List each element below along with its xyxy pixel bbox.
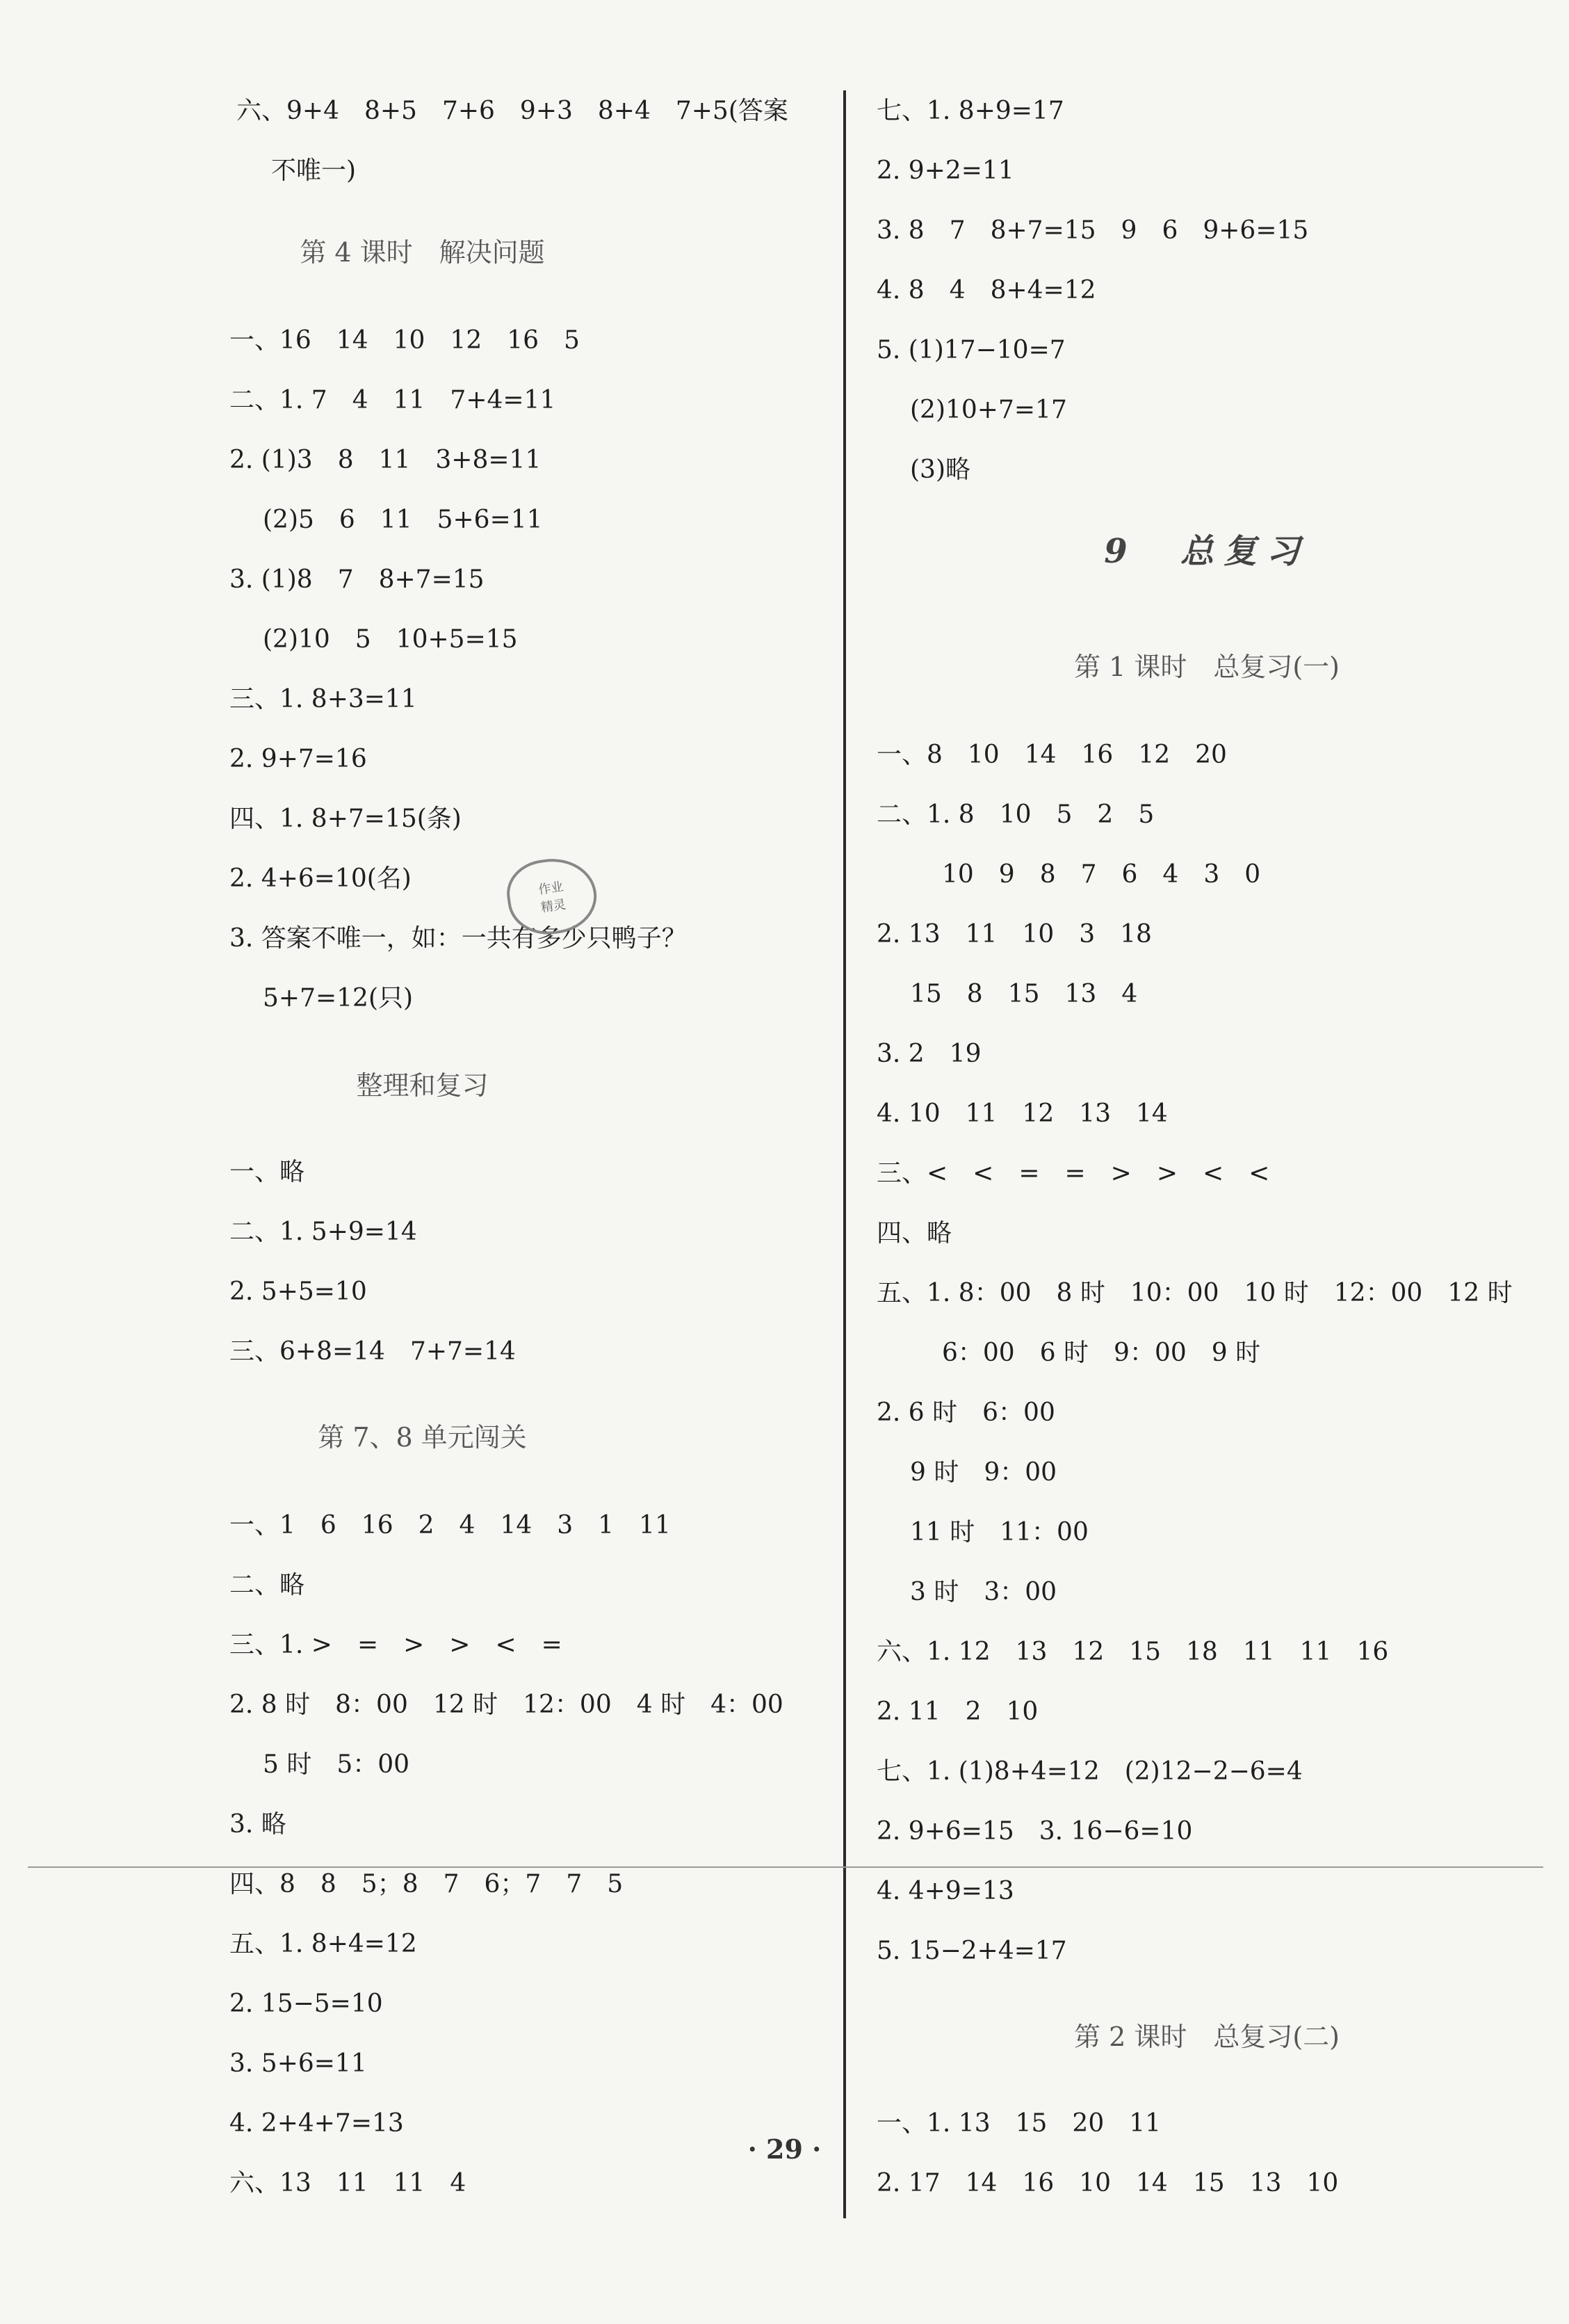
answer-line: 2. 17 14 16 10 14 15 13 10 xyxy=(877,2169,1339,2197)
answer-line: 四、8 8 5；8 7 6；7 7 5 xyxy=(229,1870,624,1898)
answer-line: 2. (1)3 8 11 3+8=11 xyxy=(229,446,542,474)
answer-line: 15 8 15 13 4 xyxy=(910,980,1138,1008)
answer-line: 2. 9+7=16 xyxy=(229,745,367,773)
answer-line: 4. 2+4+7=13 xyxy=(229,2109,404,2138)
answer-line: 5. (1)17−10=7 xyxy=(877,336,1066,364)
unit-title: 9 总复习 xyxy=(1104,532,1310,571)
section-heading: 整理和复习 xyxy=(356,1070,489,1101)
answer-line: 3. 5+6=11 xyxy=(229,2049,367,2078)
answer-line: (2)10+7=17 xyxy=(910,396,1067,424)
answer-line: 5+7=12(只) xyxy=(263,984,414,1012)
answer-line: 五、1. 8+4=12 xyxy=(229,1930,417,1958)
answer-line: (2)5 6 11 5+6=11 xyxy=(263,506,543,534)
answer-line: (2)10 5 10+5=15 xyxy=(263,625,518,654)
answer-line: 4. 4+9=13 xyxy=(877,1877,1014,1905)
answer-line: 6：00 6 时 9：00 9 时 xyxy=(942,1339,1261,1367)
column-divider xyxy=(843,90,846,2218)
answer-line: 一、16 14 10 12 16 5 xyxy=(229,326,580,355)
stamp-line-1: 作业 xyxy=(537,879,564,898)
answer-line: 三、1. > = > > < = xyxy=(229,1631,562,1659)
answer-line: 3 时 3：00 xyxy=(910,1578,1057,1606)
answer-line: 不唯一) xyxy=(271,156,357,185)
answer-line: 2. 4+6=10(名) xyxy=(229,864,412,893)
answer-line: 四、1. 8+7=15(条) xyxy=(229,805,462,833)
answer-line: 五、1. 8：00 8 时 10：00 10 时 12：00 12 时 xyxy=(877,1279,1513,1307)
answer-line: 3. 答案不唯一，如：一共有多少只鸭子？ xyxy=(229,924,687,953)
answer-line: 六、9+4 8+5 7+6 9+3 8+4 7+5(答案 xyxy=(236,97,788,125)
section-heading: 第 7、8 单元闯关 xyxy=(318,1422,527,1453)
answer-line: 一、1 6 16 2 4 14 3 1 11 xyxy=(229,1511,671,1540)
answer-line: 2. 15−5=10 xyxy=(229,1990,383,2018)
answer-line: 2. 9+2=11 xyxy=(877,156,1014,185)
page-number: · 29 · xyxy=(747,2133,822,2165)
answer-line: 2. 13 11 10 3 18 xyxy=(877,920,1152,949)
answer-line: 一、8 10 14 16 12 20 xyxy=(877,741,1227,769)
answer-line: 二、略 xyxy=(229,1571,305,1599)
answer-line: 3. (1)8 7 8+7=15 xyxy=(229,565,485,594)
answer-line: 2. 6 时 6：00 xyxy=(877,1398,1055,1427)
section-heading: 第 1 课时 总复习(一) xyxy=(1074,652,1340,682)
answer-line: 2. 8 时 8：00 12 时 12：00 4 时 4：00 xyxy=(229,1690,783,1719)
answer-line: 2. 5+5=10 xyxy=(229,1277,367,1306)
answer-line: 六、13 11 11 4 xyxy=(229,2169,466,2197)
answer-line: 一、1. 13 15 20 11 xyxy=(877,2109,1162,2138)
answer-line: 3. 8 7 8+7=15 9 6 9+6=15 xyxy=(877,216,1309,245)
answer-line: 10 9 8 7 6 4 3 0 xyxy=(942,860,1261,889)
scan-fold-line xyxy=(28,1866,1543,1868)
answer-line: 二、1. 5+9=14 xyxy=(229,1218,417,1246)
answer-line: 11 时 11：00 xyxy=(910,1518,1089,1547)
section-heading: 第 4 课时 解决问题 xyxy=(300,237,545,268)
answer-line: 4. 8 4 8+4=12 xyxy=(877,276,1096,305)
answer-line: 9 时 9：00 xyxy=(910,1458,1057,1487)
answer-line: 5 时 5：00 xyxy=(263,1750,410,1779)
answer-line: 二、1. 8 10 5 2 5 xyxy=(877,800,1155,829)
answer-line: 5. 15−2+4=17 xyxy=(877,1937,1067,1965)
answer-line: 3. 2 19 xyxy=(877,1040,982,1068)
answer-line: 六、1. 12 13 12 15 18 11 11 16 xyxy=(877,1638,1389,1666)
answer-line: 2. 9+6=15 3. 16−6=10 xyxy=(877,1817,1193,1846)
stamp-line-2: 精灵 xyxy=(539,897,567,916)
answer-line: 一、略 xyxy=(229,1158,305,1186)
answer-line: 3. 略 xyxy=(229,1810,286,1839)
answer-line: 三、< < = = > > < < xyxy=(877,1159,1270,1188)
answer-line: (3)略 xyxy=(910,455,970,484)
answer-line: 四、略 xyxy=(877,1219,952,1248)
answer-line: 七、1. (1)8+4=12 (2)12−2−6=4 xyxy=(877,1757,1303,1786)
answer-line: 4. 10 11 12 13 14 xyxy=(877,1099,1168,1128)
answer-line: 2. 11 2 10 xyxy=(877,1697,1039,1726)
section-heading: 第 2 课时 总复习(二) xyxy=(1074,2022,1340,2052)
answer-line: 二、1. 7 4 11 7+4=11 xyxy=(229,386,556,414)
answer-line: 三、1. 8+3=11 xyxy=(229,685,417,713)
answer-line: 三、6+8=14 7+7=14 xyxy=(229,1337,516,1366)
answer-line: 七、1. 8+9=17 xyxy=(877,97,1064,125)
